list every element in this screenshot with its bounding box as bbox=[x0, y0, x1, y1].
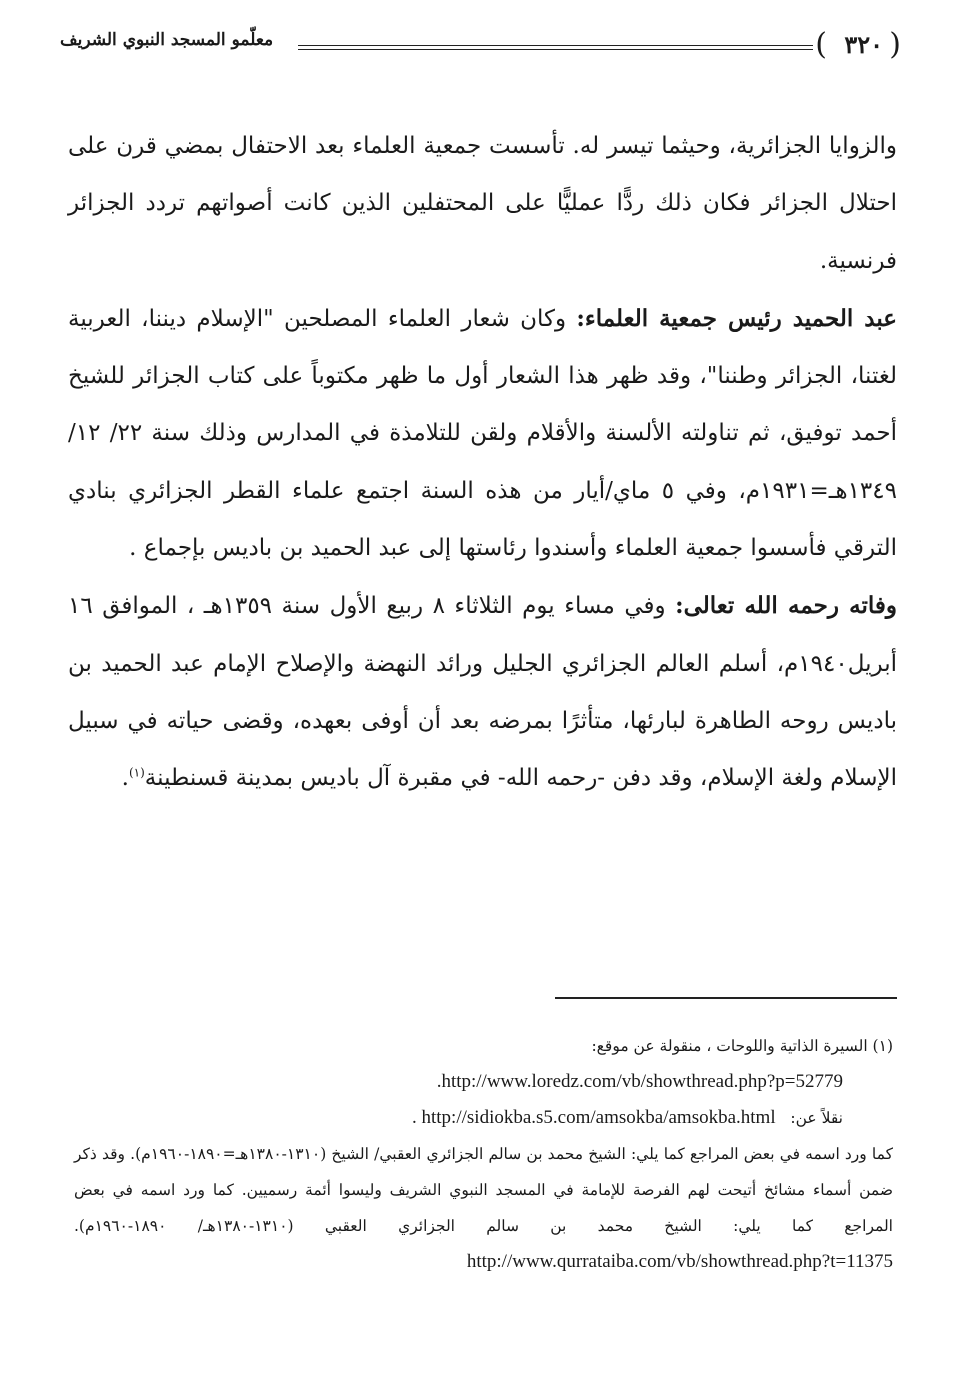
paragraph-1: والزوايا الجزائرية، وحيثما تيسر له. تأسست جمعية العلماء بعد الاحتفال بمضي قرن على احتلال الجزائر فكان ذلك ردًّا عمليًّا على المحتفلين الذين كانت أصواتهم تردد الجزائر فرنسية. bbox=[68, 133, 897, 274]
header-rule bbox=[298, 45, 813, 46]
footnote-separator bbox=[555, 997, 897, 999]
paragraph-2-heading: عبد الحميد رئيس جمعية العلماء: bbox=[576, 304, 897, 332]
footnote-2-url: http://www.qurrataiba.com/vb/showthread.php?t=11375 bbox=[466, 1251, 893, 1272]
paragraph-3-end: . bbox=[121, 765, 129, 792]
paragraph-3-text: وفي مساء يوم الثلاثاء ٨ ربيع الأول سنة ١٣٥٩هـ ، الموافق ١٦ أبريل١٩٤٠م، أسلم العالم الجزائري الجليل ورائد النهضة والإصلاح الإمام عبد الحميد بن باديس روحه الطاهرة لبارئها، متأثرًا بمرضه بعد أن أوفى بعهده، وقضى حياته في سبيل الإسلام ولغة الإسلام، وقد دفن -رحمه الله- في مقبرة آل باديس بمدينة قسنطينة bbox=[68, 593, 897, 792]
paragraph-3 bbox=[68, 577, 897, 807]
footnote-1-via-label: نقلاً عن: bbox=[790, 1109, 843, 1127]
footnote-reference: (١) bbox=[128, 765, 145, 780]
footnotes bbox=[74, 1028, 893, 1280]
page-number: ٣٢٠ bbox=[844, 30, 883, 59]
footnote-2 bbox=[74, 1136, 893, 1280]
paragraph-2-text: وكان شعار العلماء المصلحين "الإسلام ديننا، العربية لغتنا، الجزائر وطننا"، وقد ظهر هذا الشعار أول ما ظهر مكتوباً على كتاب الجزائر للشيخ أحمد توفيق، ثم تناولته الألسنة والأقلام ولقن للتلامذة في المدارس وذلك سنة ٢٢/ ١٢/ ١٣٤٩هـ=١٩٣١م، وفي ٥ ماي/أيار من هذه السنة اجتمع علماء القطر الجزائري بنادي الترقي فأسسوا جمعية العلماء وأسندوا رئاستها إلى عبد الحميد بن باديس بإجماع . bbox=[68, 305, 897, 562]
footnote-1-source-url: . http://sidiokba.s5.com/amsokba/amsokba.html bbox=[412, 1107, 776, 1128]
paragraph-2 bbox=[68, 290, 897, 577]
footnote-2-text: كما ورد اسمه في بعض المراجع كما يلي: الشيخ محمد بن سالم الجزائري العقبي/ الشيخ (١٣١٠-١٣٨٠هـ=١٨٩٠-١٩٦٠م). وقد ذكر ضمن أسماء مشائخ أتيحت لهم الفرصة للإمامة في المسجد النبوي الشريف وليسوا أئمة رسميين. كما ورد اسمه في بعض المراجع كما يلي: الشيخ محمد بن سالم الجزائري العقبي (١٣١٠-١٣٨٠هـ/ ١٨٩٠-١٩٦٠م). bbox=[74, 1145, 893, 1235]
header-rule-double bbox=[298, 49, 813, 50]
page-number-bracket-right: ( bbox=[889, 27, 901, 62]
page-header bbox=[60, 26, 901, 70]
footnote-1-url: .http://www.loredz.com/vb/showthread.php?p=52779 bbox=[436, 1071, 843, 1092]
running-title: معلّمو المسجد النبوي الشريف bbox=[60, 30, 274, 50]
paragraph-3-heading: وفاته رحمه الله تعالى: bbox=[675, 592, 897, 620]
main-text bbox=[68, 118, 897, 808]
footnote-1-source-line bbox=[74, 1100, 893, 1136]
footnote-1-url-line bbox=[74, 1064, 893, 1100]
page-number-bracket-left: ) bbox=[815, 27, 827, 62]
footnote-1-intro: (١) السيرة الذاتية واللوحات ، منقولة عن موقع: bbox=[591, 1037, 893, 1055]
